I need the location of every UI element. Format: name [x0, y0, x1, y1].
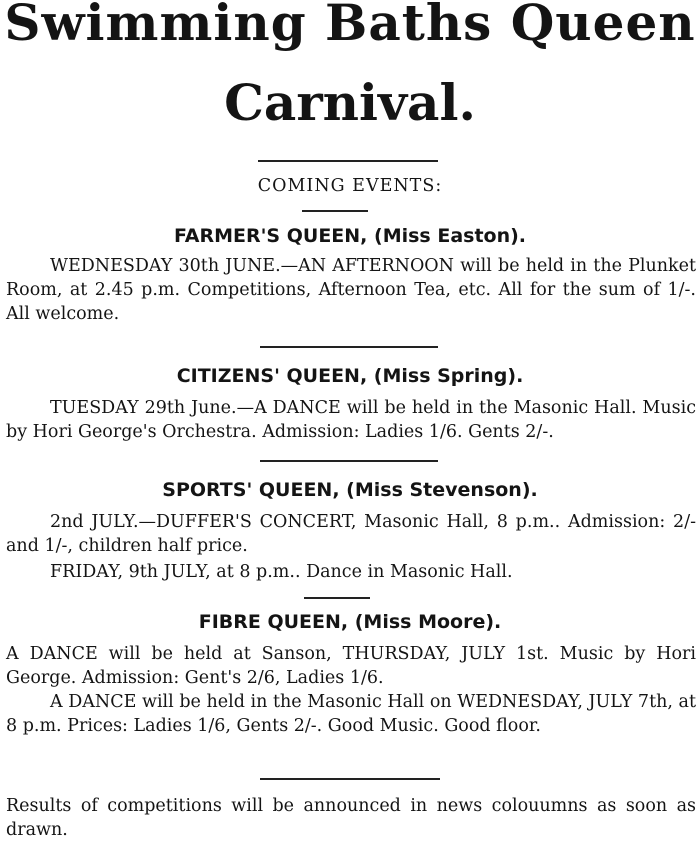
section-heading-citizens-queen: CITIZENS' QUEEN, (Miss Spring).: [176, 365, 524, 387]
footer-note: Results of competitions will be announced in news colouumns as soon as drawn.: [6, 796, 696, 840]
title-line-2: Carnival.: [224, 73, 476, 132]
section-paragraph: TUESDAY 29th June.—A DANCE will be held in the Masonic Hall. Music by Hori George's Orchestra. Admission: Ladies 1/6. Gents 2/-.: [6, 398, 696, 442]
divider-rule: [302, 210, 368, 212]
divider-rule: [260, 460, 438, 462]
divider-rule: [260, 346, 438, 348]
section-paragraph: 2nd JULY.—DUFFER'S CONCERT, Masonic Hall, 8 p.m.. Admission: 2/- and 1/-, children half price.: [6, 512, 696, 556]
divider-rule: [258, 160, 438, 162]
section-paragraph: WEDNESDAY 30th JUNE.—AN AFTERNOON will be held in the Plunket Room, at 2.45 p.m. Competitions, Afternoon Tea, etc. All for the sum of 1/-. All welcome.: [6, 256, 696, 324]
coming-events-label: COMING EVENTS:: [257, 176, 443, 196]
title-line-1: Swimming Baths Queen: [4, 0, 696, 52]
section-paragraph: A DANCE will be held at Sanson, THURSDAY, JULY 1st. Music by Hori George. Admission: Gent's 2/6, Ladies 1/6.: [6, 644, 696, 688]
section-heading-sports-queen: SPORTS' QUEEN, (Miss Stevenson).: [162, 479, 538, 501]
section-heading-farmers-queen: FARMER'S QUEEN, (Miss Easton).: [173, 225, 527, 247]
divider-rule: [260, 778, 440, 780]
section-paragraph: A DANCE will be held in the Masonic Hall on WEDNESDAY, JULY 7th, at 8 p.m. Prices: Ladies 1/6, Gents 2/-. Good Music. Good floor.: [6, 692, 696, 736]
section-paragraph: FRIDAY, 9th JULY, at 8 p.m.. Dance in Masonic Hall.: [50, 562, 513, 582]
section-heading-fibre-queen: FIBRE QUEEN, (Miss Moore).: [198, 611, 502, 633]
divider-rule: [304, 597, 370, 599]
